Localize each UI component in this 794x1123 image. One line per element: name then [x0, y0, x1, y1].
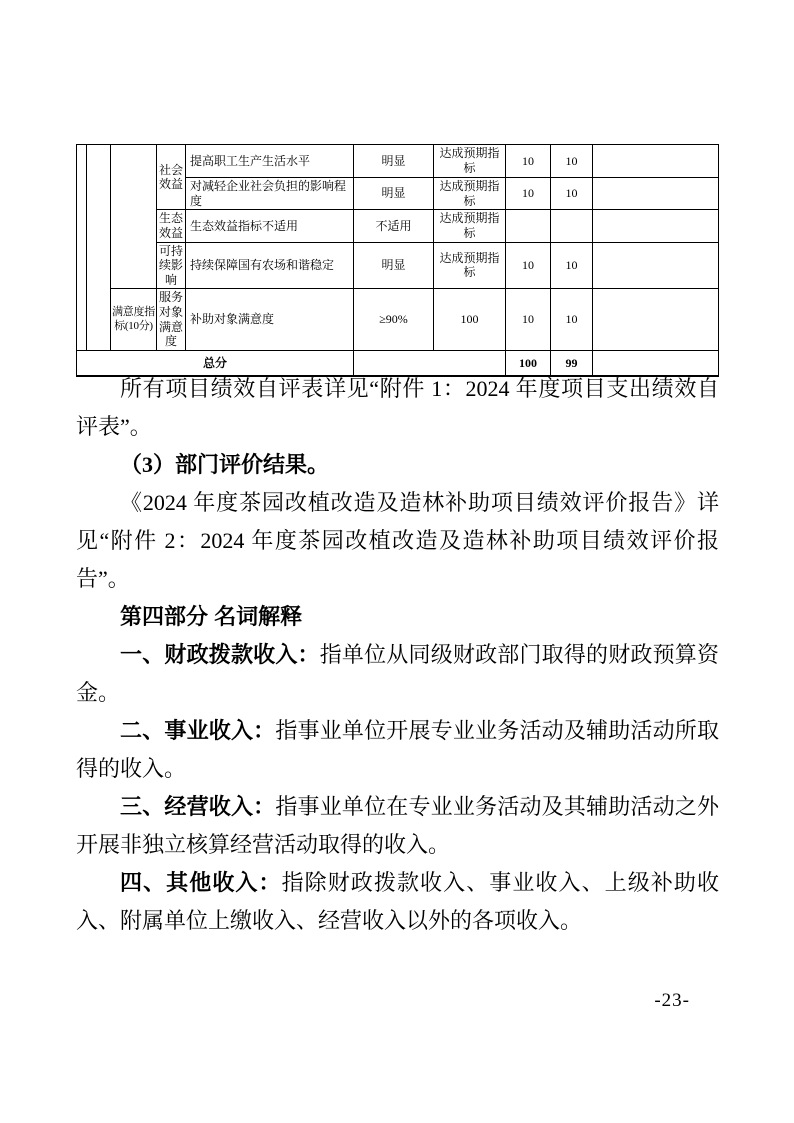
- cell-full-score: 10: [506, 289, 551, 351]
- cell-category-social: 社会效益: [157, 145, 186, 210]
- cell-group-satisfaction: 满意度指标(10分): [111, 289, 157, 351]
- cell-full-score: 10: [506, 242, 551, 289]
- table-row: [77, 242, 719, 289]
- cell-indicator: 补助对象满意度: [186, 289, 354, 351]
- cell-full-score: 10: [506, 178, 551, 210]
- definition-desc: 指事业单位在专业业务活动及其辅助活动之外开展非独立核算经营活动取得的收入。: [76, 794, 719, 857]
- cell-remark: [593, 242, 719, 289]
- definition-other-income: [76, 864, 719, 940]
- definition-term: 四、其他收入：: [120, 870, 282, 895]
- cell-score: 10: [551, 178, 593, 210]
- page-number: -23-: [654, 990, 690, 1011]
- cell-actual: 100: [434, 289, 506, 351]
- heading-part4-glossary: 第四部分 名词解释: [120, 604, 303, 629]
- definition-operating-income: [76, 788, 719, 864]
- cell-target: 明显: [354, 178, 434, 210]
- cell-indicator: 提高职工生产生活水平: [186, 145, 354, 178]
- cell-full-score: [506, 210, 551, 242]
- definition-desc: 指单位从同级财政部门取得的财政预算资金。: [76, 642, 719, 705]
- cell-left-spacer-2: [87, 145, 111, 351]
- cell-score: [551, 210, 593, 242]
- cell-left-spacer-1: [77, 145, 87, 351]
- definition-term: 二、事业收入：: [120, 718, 276, 743]
- body-text: [76, 370, 719, 940]
- cell-total-full-score: 100: [506, 350, 551, 376]
- cell-actual: 达成预期指标: [434, 178, 506, 210]
- definition-term: 三、经营收入：: [120, 794, 276, 819]
- table-row: [77, 289, 719, 351]
- definition-term: 一、财政拨款收入：: [120, 642, 320, 667]
- cell-indicator: 持续保障国有农场和谐稳定: [186, 242, 354, 289]
- cell-remark: [593, 210, 719, 242]
- performance-score-table: [76, 144, 719, 377]
- cell-target: 不适用: [354, 210, 434, 242]
- cell-score: 10: [551, 145, 593, 178]
- cell-indicator: 对减轻企业社会负担的影响程度: [186, 178, 354, 210]
- cell-target: 明显: [354, 145, 434, 178]
- cell-category-sustainability: 可持续影响: [157, 242, 186, 289]
- paragraph-report: 《2024 年度茶园改植改造及造林补助项目绩效评价报告》详见“附件 2：2024 年度茶园改植改造及造林补助项目绩效评价报告”。: [76, 490, 719, 591]
- cell-actual: 达成预期指标: [434, 145, 506, 178]
- cell-target: 明显: [354, 242, 434, 289]
- cell-score: 10: [551, 289, 593, 351]
- cell-total-label: 总分: [77, 350, 354, 376]
- table-row: [77, 145, 719, 178]
- heading-dept-evaluation-result: （3）部门评价结果。: [120, 452, 330, 477]
- table-row: [77, 210, 719, 242]
- cell-remark: [593, 178, 719, 210]
- cell-indicator: 生态效益指标不适用: [186, 210, 354, 242]
- definition-desc: 指事业单位开展专业业务活动及辅助活动所取得的收入。: [76, 718, 719, 781]
- cell-actual: 达成预期指标: [434, 210, 506, 242]
- cell-total-score: 99: [551, 350, 593, 376]
- cell-actual: 达成预期指标: [434, 242, 506, 289]
- paragraph-selfeval: 所有项目绩效自评表详见“附件 1：2024 年度项目支出绩效自评表”。: [76, 376, 719, 439]
- cell-target: ≥90%: [354, 289, 434, 351]
- cell-category-ecological: 生态效益: [157, 210, 186, 242]
- cell-remark: [593, 289, 719, 351]
- definition-desc: 指除财政拨款收入、事业收入、上级补助收入、附属单位上缴收入、经营收入以外的各项收入。: [76, 870, 719, 933]
- cell-score: 10: [551, 242, 593, 289]
- definition-fiscal-appropriation: [76, 636, 719, 712]
- cell-full-score: 10: [506, 145, 551, 178]
- definition-institution-income: [76, 712, 719, 788]
- cell-category-service-target: 服务对象满意度: [157, 289, 186, 351]
- cell-group-spacer: [111, 145, 157, 289]
- cell-remark: [593, 145, 719, 178]
